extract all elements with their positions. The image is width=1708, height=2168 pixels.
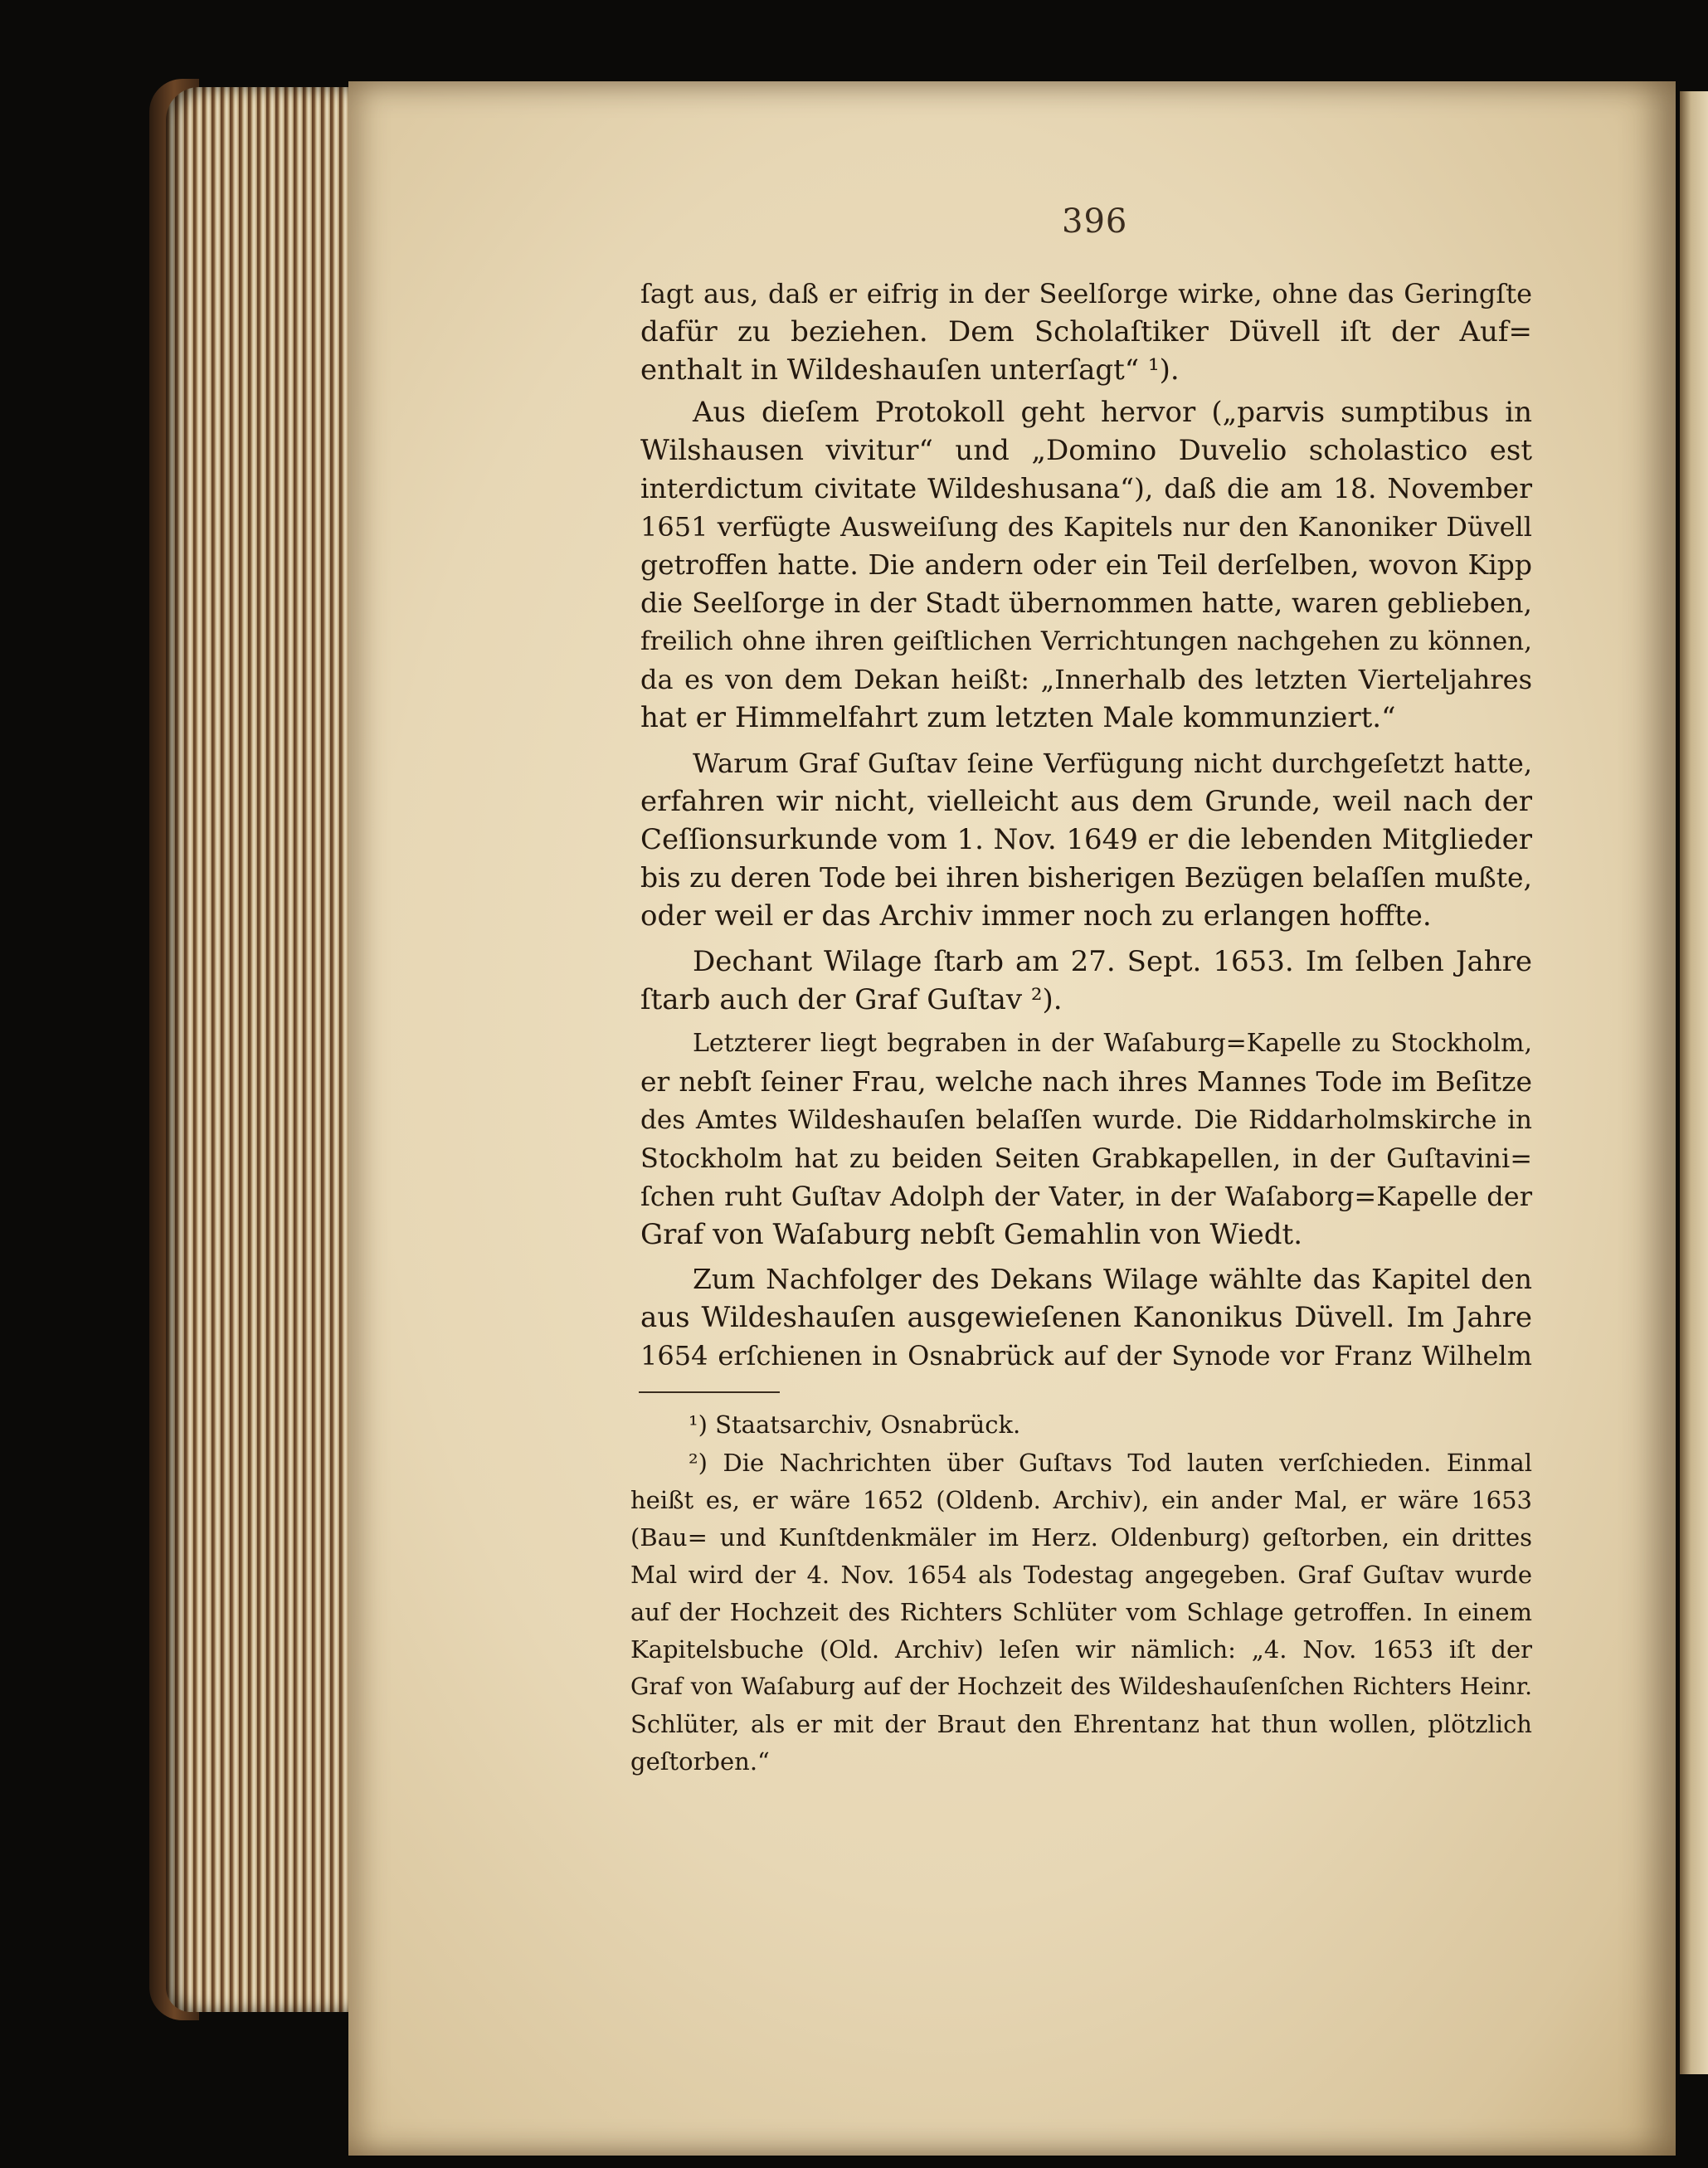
- footnote-line: Schlüter, als er mit der Braut den Ehrentanz hat thun wollen, plötzlich: [630, 1710, 1532, 1738]
- text-line: Graf von Waſaburg nebſt Gemahlin von Wiedt.: [640, 1218, 1303, 1251]
- text-line: Stockholm hat zu beiden Seiten Grabkapellen, in der Guſtavini=: [640, 1142, 1532, 1174]
- text-line: ſtarb auch der Graf Guſtav ²).: [640, 983, 1063, 1016]
- text-line: des Amtes Wildeshauſen belaſſen wurde. Die Riddarholmskirche in: [640, 1105, 1532, 1135]
- text-line: dafür zu beziehen. Dem Scholaſtiker Düvell iſt der Auf=: [640, 315, 1532, 348]
- text-line: da es von dem Dekan heißt: „Innerhalb des letzten Vierteljahres: [640, 664, 1532, 695]
- text-line: hat er Himmelfahrt zum letzten Male kommunziert.“: [640, 701, 1396, 734]
- text-line: er nebſt ſeiner Frau, welche nach ihres Mannes Tode im Beſitze: [640, 1065, 1532, 1098]
- text-line: interdictum civitate Wildeshusana“), daß die am 18. November: [640, 472, 1532, 504]
- text-line: Wilshausen vivitur“ und „Domino Duvelio scholastico est: [640, 434, 1532, 467]
- footnote-line: (Bau= und Kunſtdenkmäler im Herz. Oldenburg) geſtorben, ein drittes: [630, 1523, 1532, 1552]
- text-line: ſchen ruht Guſtav Adolph der Vater, in der Waſaborg=Kapelle der: [640, 1181, 1532, 1212]
- text-line: die Seelſorge in der Stadt übernommen hatte, waren geblieben,: [640, 587, 1532, 619]
- text-line: Warum Graf Guſtav ſeine Verfügung nicht durchgeſetzt hatte,: [693, 748, 1532, 779]
- text-line: bis zu deren Tode bei ihren bisherigen Bezügen belaſſen mußte,: [640, 861, 1532, 894]
- footnote-line: heißt es, er wäre 1652 (Oldenb. Archiv), ein ander Mal, er wäre 1653: [630, 1486, 1532, 1514]
- text-line: 1654 erſchienen in Osnabrück auf der Synode vor Franz Wilhelm: [640, 1340, 1532, 1371]
- footnote-line: Kapitelsbuche (Old. Archiv) leſen wir nämlich: „4. Nov. 1653 iſt der: [630, 1635, 1532, 1664]
- text-line: Dechant Wilage ſtarb am 27. Sept. 1653. Im ſelben Jahre: [693, 945, 1532, 978]
- facing-page-edge: [1680, 91, 1708, 2074]
- page-number: 396: [1062, 202, 1128, 241]
- text-line: 1651 verfügte Ausweiſung des Kapitels nur den Kanoniker Düvell: [640, 511, 1532, 543]
- text-line: enthalt in Wildeshauſen unterſagt“ ¹).: [640, 353, 1180, 387]
- footnote-line: ¹) Staatsarchiv, Osnabrück.: [689, 1410, 1021, 1439]
- footnote-line: ²) Die Nachrichten über Guſtavs Tod lauten verſchieden. Einmal: [689, 1449, 1532, 1477]
- text-line: erfahren wir nicht, vielleicht aus dem Grunde, weil nach der: [640, 785, 1532, 818]
- text-line: oder weil er das Archiv immer noch zu erlangen hoffte.: [640, 899, 1432, 933]
- footnote-line: geſtorben.“: [630, 1747, 770, 1776]
- text-line: getroffen hatte. Die andern oder ein Teil derſelben, wovon Kipp: [640, 548, 1532, 581]
- page-edges: [166, 87, 365, 2012]
- text-line: freilich ohne ihren geiſtlichen Verrichtungen nachgehen zu können,: [640, 626, 1532, 656]
- text-line: Ceſſionsurkunde vom 1. Nov. 1649 er die lebenden Mitglieder: [640, 823, 1532, 856]
- text-line: Aus dieſem Protokoll geht hervor („parvis sumptibus in: [693, 396, 1532, 429]
- text-line: aus Wildeshauſen ausgewieſenen Kanonikus Düvell. Im Jahre: [640, 1301, 1532, 1334]
- text-line: Letzterer liegt begraben in der Waſaburg=Kapelle zu Stockholm,: [693, 1029, 1532, 1058]
- footnote-line: auf der Hochzeit des Richters Schlüter vom Schlage getroffen. In einem: [630, 1598, 1532, 1626]
- text-line: Zum Nachfolger des Dekans Wilage wählte das Kapitel den: [693, 1263, 1532, 1295]
- footnote-separator: [639, 1391, 780, 1393]
- text-line: ſagt aus, daß er eifrig in der Seelſorge wirke, ohne das Geringſte: [640, 278, 1532, 309]
- footnote-line: Graf von Waſaburg auf der Hochzeit des Wildeshauſenſchen Richters Heinr.: [630, 1673, 1532, 1700]
- footnote-line: Mal wird der 4. Nov. 1654 als Todestag angegeben. Graf Guſtav wurde: [630, 1561, 1532, 1589]
